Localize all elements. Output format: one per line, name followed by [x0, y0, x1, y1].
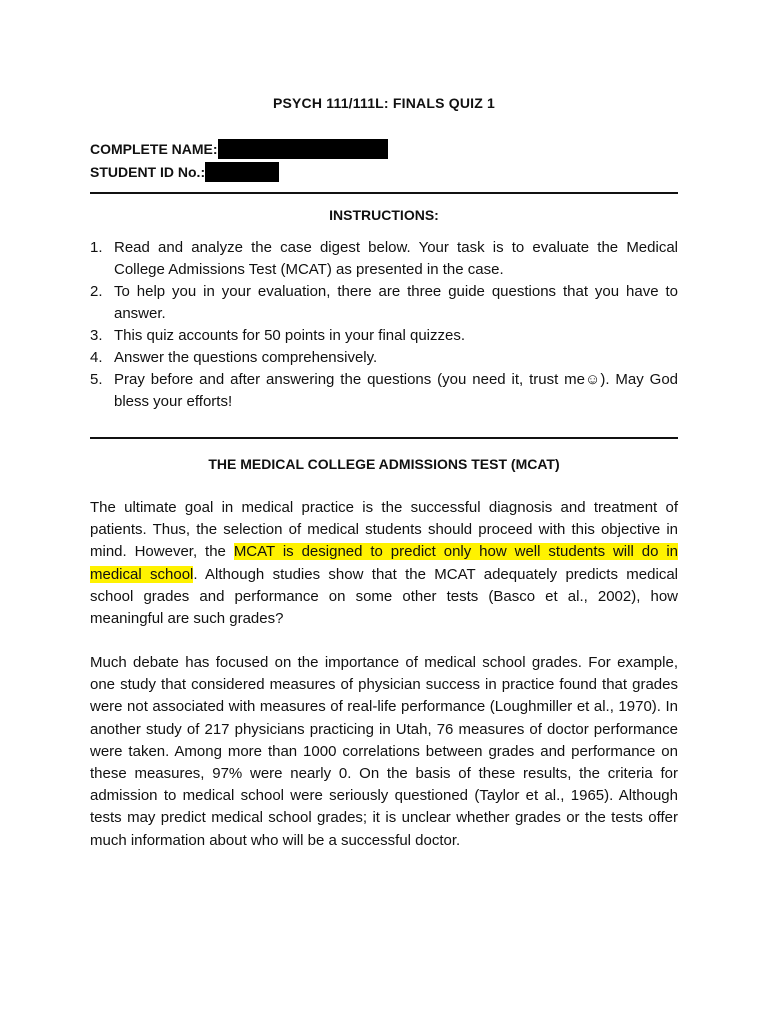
student-id-field [90, 162, 279, 182]
instruction-item [90, 237, 678, 281]
instruction-item [90, 347, 678, 369]
paragraph-text: . Although studies show that the MCAT adequately predicts medical school grades and performance on some other tests (Basco et al., 2002), how meaningful are such grades? [90, 565, 678, 628]
complete-name-field [90, 139, 388, 159]
instruction-text: Read and analyze the case digest below. Your task is to evaluate the Medical College Admissions Test (MCAT) as presented in the case. [114, 239, 678, 278]
highlighted-text: MCAT is designed to predict only how well students will do in medical school [90, 543, 678, 583]
instruction-item [90, 369, 678, 413]
instruction-number: 5. [90, 371, 103, 388]
case-paragraph-2: Much debate has focused on the importance of medical school grades. For example, one study that considered measures of physician success in practice found that grades were not associated with measures of real-life performance (Loughmiller et al., 1970). In another study of 217 physicians practicing in Utah, 76 measures of doctor performance were taken. Among more than 1000 correlations between grades and performance on these measures, 97% were nearly 0. On the basis of these results, the criteria for admission to medical school were seriously questioned (Taylor et al., 1965). Although tests may predict medical school grades; it is unclear whether grades or the tests offer much information about who will be a successful doctor. [90, 654, 678, 849]
page-title: PSYCH 111/111L: FINALS QUIZ 1 [272, 95, 496, 111]
divider-middle [90, 437, 678, 439]
case-heading: THE MEDICAL COLLEGE ADMISSIONS TEST (MCAT) [208, 456, 560, 472]
instruction-text: Pray before and after answering the questions (you need it, trust me☺). May God bless your efforts! [114, 371, 678, 410]
instruction-number: 2. [90, 283, 103, 300]
instruction-text: This quiz accounts for 50 points in your final quizzes. [114, 327, 466, 344]
instructions-list [90, 237, 678, 413]
instruction-number: 1. [90, 239, 103, 256]
instruction-number: 4. [90, 349, 103, 366]
case-paragraph-1 [90, 497, 678, 630]
divider-top [90, 192, 678, 194]
instruction-item [90, 281, 678, 325]
complete-name-label: COMPLETE NAME: [90, 141, 218, 157]
instruction-item [90, 325, 678, 347]
student-id-label: STUDENT ID No.: [90, 164, 206, 180]
paragraph-text: The ultimate goal in medical practice is the successful diagnosis and treatment of patients. Thus, the selection of medical students should proceed with this objective in mind. However, the [90, 499, 678, 561]
instructions-heading: INSTRUCTIONS: [329, 207, 439, 223]
instruction-text: To help you in your evaluation, there are three guide questions that you have to answer. [114, 283, 678, 322]
name-redaction [218, 139, 388, 159]
instruction-text: Answer the questions comprehensively. [114, 349, 378, 366]
student-id-redaction [205, 162, 279, 182]
instruction-number: 3. [90, 327, 103, 344]
